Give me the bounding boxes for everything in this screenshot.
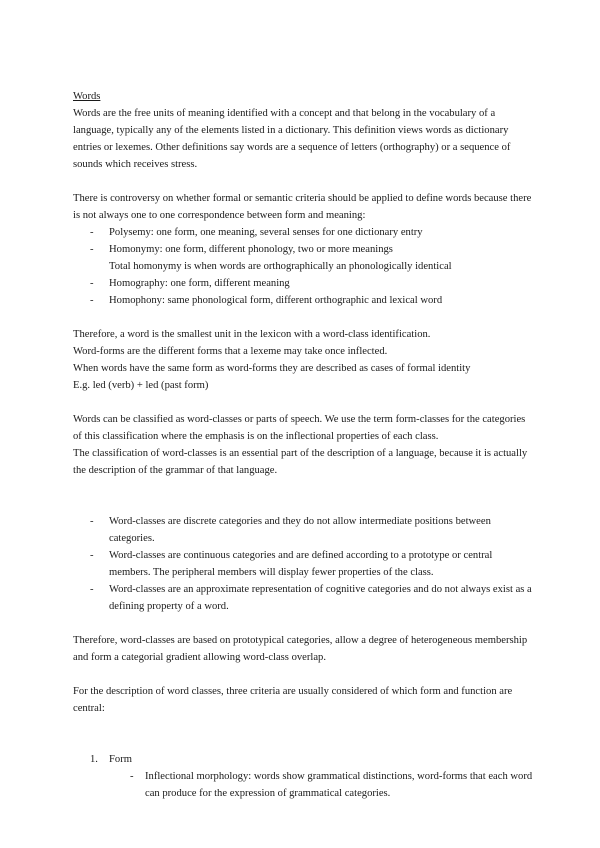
paragraph-word-unit: Therefore, a word is the smallest unit in the lexicon with a word-class identification. — [73, 329, 431, 340]
list-item-text: Word-classes are continuous categories and are defined according to a prototype or central members. The peripheral members will display fewer properties of the class. — [109, 550, 493, 578]
list-item-text: Word-classes are discrete categories and they do not allow intermediate positions between categories. — [109, 516, 491, 544]
paragraph-classification: The classification of word-classes is an essential part of the description of a language, because it is actually the description of the grammar of that language. — [73, 448, 528, 476]
homonymy-note: Total homonymy is when words are orthographically an phonologically identical — [109, 261, 452, 272]
list-item-text: Homophony: same phonological form, different orthographic and lexical word — [109, 295, 443, 306]
dash-bullet: - — [90, 278, 94, 289]
list-item-homonymy — [73, 241, 535, 258]
dash-bullet: - — [90, 550, 94, 561]
dash-bullet: - — [90, 227, 94, 238]
list-item-continuous — [73, 547, 535, 581]
list-item-text: Homonymy: one form, different phonology, two or more meanings — [109, 244, 393, 255]
list-item-text: Inflectional morphology: words show grammatical distinctions, word-forms that each word can produce for the expression of grammatical categories. — [145, 771, 533, 799]
section-title: Words — [73, 91, 101, 102]
list-item-text: Homography: one form, different meaning — [109, 278, 290, 289]
document-page — [73, 88, 535, 802]
sub-item-inflectional — [73, 768, 535, 802]
list-item-text: Polysemy: one form, one meaning, several senses for one dictionary entry — [109, 227, 423, 238]
list-item-approximate — [73, 581, 535, 615]
paragraph-criteria: For the description of word classes, three criteria are usually considered of which form and function are central: — [73, 686, 513, 714]
paragraph-example: E.g. led (verb) + led (past form) — [73, 380, 209, 391]
dash-bullet: - — [90, 516, 94, 527]
list-item-homography — [73, 275, 535, 292]
dash-bullet: - — [90, 584, 94, 595]
list-item-discrete — [73, 513, 535, 547]
list-item-text: Word-classes are an approximate representation of cognitive categories and do not always exist as a defining property of a word. — [109, 584, 532, 612]
list-item-text: Form — [109, 754, 132, 765]
list-item-homophony — [73, 292, 535, 309]
dash-bullet: - — [90, 244, 94, 255]
paragraph-word-forms: Word-forms are the different forms that a lexeme may take once inflected. — [73, 346, 388, 357]
paragraph-definition: Words are the free units of meaning identified with a concept and that belong in the vocabulary of a language, typically any of the elements listed in a dictionary. This definition views words as dictionary entries or lexemes. Other definitions say words are a sequence of letters (orthography) or a sequence of sounds which receives stress. — [73, 108, 511, 170]
paragraph-controversy: There is controversy on whether formal or semantic criteria should be applied to define words because there is not always one to one correspondence between form and meaning: — [73, 193, 532, 221]
numbered-item-form — [73, 751, 535, 768]
paragraph-prototypical: Therefore, word-classes are based on prototypical categories, allow a degree of heterogeneous membership and form a categorial gradient allowing word-class overlap. — [73, 635, 528, 663]
dash-bullet: - — [130, 771, 134, 782]
dash-bullet: - — [90, 295, 94, 306]
paragraph-word-classes: Words can be classified as word-classes or parts of speech. We use the term form-classes for the categories of this classification where the emphasis is on the inflectional properties of each class. — [73, 414, 526, 442]
list-number: 1. — [90, 754, 98, 765]
paragraph-formal-identity: When words have the same form as word-forms they are described as cases of formal identity — [73, 363, 471, 374]
list-item-polysemy — [73, 224, 535, 241]
